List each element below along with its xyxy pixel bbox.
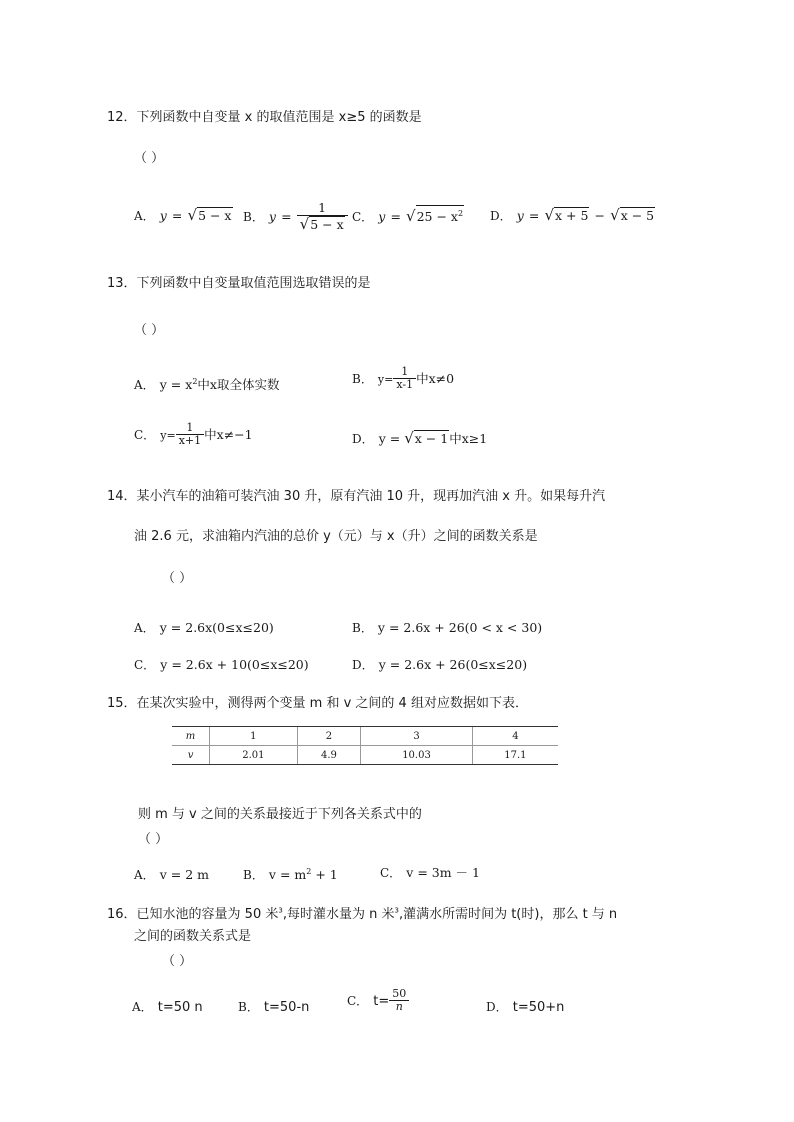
table-row-label-m: m [172, 727, 210, 746]
q12-a-radicand: 5 − x [198, 208, 232, 223]
q16-c-fraction [389, 988, 409, 1013]
q14-b-label: B． [352, 621, 373, 635]
q15-stem: 15．在某次实验中，测得两个变量 m 和 v 之间的 4 组对应数据如下表． [107, 696, 528, 711]
q15-a-text: v = 2 m [159, 867, 210, 882]
q13-d-pre: y = [378, 431, 405, 446]
q14-stem-line-1: 14．某小汽车的油箱可装汽油 30 升，原有汽油 10 升，现再加汽油 x 升。如果每升汽 [107, 489, 606, 504]
q14-d-text: y = 2.6x + 26(0≤x≤20) [378, 657, 528, 672]
q16-c-pre: t= [373, 994, 390, 1010]
q13-c-label: C． [134, 428, 156, 443]
q13-option-c [134, 422, 253, 447]
q12-d-minus: − [594, 208, 606, 223]
q16-b-text: t=50-n [263, 1000, 310, 1015]
q16-answer-paren: （ ） [162, 954, 193, 969]
q12-d-eq: = [528, 208, 540, 223]
q12-stem: 12．下列函数中自变量 x 的取值范围是 x≥5 的函数是 [107, 110, 422, 125]
q16-stem-part-2: ,每时灌水量为 n 米 [282, 907, 395, 922]
q13-b-label: B． [352, 372, 373, 387]
q12-b-fraction: $\frac{1}{√5 - x}$ [297, 201, 348, 232]
q14-option-d [352, 654, 527, 673]
q16-stem-sup-1: 3 [278, 906, 283, 915]
q13-d-label: D． [352, 432, 374, 446]
q12-answer-paren: （ ） [134, 151, 165, 166]
q14-stem-line-2: 油 2.6 元，求油箱内汽油的总价 y（元）与 x（升）之间的函数关系是 [134, 529, 538, 544]
q16-a-label: A． [132, 1000, 153, 1014]
q15-data-table [172, 726, 558, 765]
table-row-label-v: v [172, 746, 210, 765]
q15-option-a [134, 864, 209, 883]
q12-c-radicand: 25 − x [416, 209, 458, 225]
q12-d-label: D． [490, 209, 512, 223]
q12-b-eq: = [281, 209, 292, 225]
q12-c-eq: = [390, 209, 401, 225]
q12-a-label: A． [134, 209, 155, 223]
q15-b-exponent: 2 [306, 866, 312, 876]
q15-question: 则 m 与 v 之间的关系最接近于下列各关系式中的 [138, 807, 422, 822]
q12-d-radicand-1: x + 5 [555, 208, 589, 223]
q13-c-rest: 中x≠−1 [204, 427, 253, 443]
table-row [172, 727, 558, 746]
q13-b-numerator: 1 [393, 366, 416, 379]
q12-c-lhs: y [378, 209, 386, 225]
table-cell: 2 [297, 727, 361, 746]
q13-b-fraction [393, 366, 416, 391]
q14-c-text: y = 2.6x + 10(0≤x≤20) [160, 657, 309, 672]
q16-stem-part-3: ,灌满水所需时间为 t(时)，那么 t 与 n [398, 907, 618, 922]
q13-c-numerator: 1 [176, 422, 204, 435]
q12-option-b [243, 201, 348, 232]
q12-option-d: D． y = √x + 5 − √x − 5 [490, 206, 655, 224]
q14-option-c [134, 654, 309, 673]
q13-c-fraction [176, 422, 204, 447]
q12-b-radicand: 5 − x [310, 216, 344, 232]
q16-stem-line-1 [107, 903, 617, 922]
q12-b-lhs: y [268, 209, 276, 225]
table-cell: 2.01 [210, 746, 298, 765]
q12-c-sqrt: $√25 - x^2$ [406, 205, 464, 225]
q16-option-d [486, 996, 564, 1015]
q13-option-a [134, 374, 279, 393]
table-cell: 4 [472, 727, 558, 746]
q16-c-numerator: 50 [389, 988, 409, 1001]
q15-b-label: B． [243, 868, 264, 882]
q16-option-a [132, 996, 203, 1015]
q13-c-denominator: x+1 [178, 434, 202, 448]
table-cell: 4.9 [297, 746, 361, 765]
q13-a-rest: 中x取全体实数 [197, 377, 280, 392]
q12-d-lhs: y [516, 208, 524, 223]
q13-stem: 13．下列函数中自变量取值范围选取错误的是 [107, 276, 371, 291]
table-cell: 3 [361, 727, 473, 746]
q14-option-a [134, 617, 274, 636]
q14-d-label: D． [352, 658, 374, 672]
q12-c-label: C． [352, 210, 374, 225]
q16-option-c [347, 988, 409, 1013]
q13-b-pre: y= [377, 373, 394, 387]
q13-option-d: D． y = √x − 1中x≥1 [352, 429, 488, 447]
q15-c-label: C． [380, 866, 402, 880]
q12-c-exponent: 2 [457, 209, 464, 218]
q16-stem-part-1: 16．已知水池的容量为 50 米 [107, 907, 279, 922]
q15-b-rest: + 1 [311, 867, 338, 882]
q13-c-pre: y= [160, 429, 176, 443]
q13-b-rest: 中x≠0 [416, 371, 455, 387]
q15-option-b [243, 864, 338, 883]
q13-d-rest: 中x≥1 [449, 431, 488, 446]
q13-a-exponent: 2 [192, 376, 198, 386]
q12-a-sqrt: √5 − x [187, 206, 232, 224]
q12-b-numerator: 1 [297, 201, 348, 216]
table-cell: 1 [210, 727, 298, 746]
q15-answer-paren: （ ） [138, 832, 169, 847]
q14-c-label: C． [134, 658, 156, 672]
table-cell: 10.03 [361, 746, 473, 765]
q15-option-c [380, 862, 480, 881]
q14-answer-paren: （ ） [162, 571, 193, 586]
q13-d-radicand: x − 1 [414, 431, 449, 446]
table-row [172, 746, 558, 765]
q14-a-text: y = 2.6x(0≤x≤20) [159, 620, 274, 635]
q16-d-text: t=50+n [512, 1000, 565, 1015]
q16-stem-line-2: 之间的函数关系式是 [134, 929, 252, 944]
q13-b-denominator: x-1 [396, 378, 414, 392]
q16-d-label: D． [486, 1000, 508, 1014]
q15-c-text: v = 3m － 1 [406, 865, 480, 880]
q14-b-text: y = 2.6x + 26(0 < x < 30) [377, 620, 543, 635]
q16-c-denominator: n [395, 1000, 403, 1014]
table-cell: 17.1 [472, 746, 558, 765]
q14-a-label: A． [134, 621, 155, 635]
q16-c-label: C． [347, 994, 369, 1009]
q12-option-a [134, 205, 233, 224]
q13-a-label: A． [134, 378, 155, 392]
q12-b-label: B． [243, 210, 264, 225]
q12-option-c [352, 205, 464, 225]
q16-option-b [238, 996, 309, 1015]
q12-d-radicand-2: x − 5 [620, 208, 655, 223]
q15-a-label: A． [134, 868, 155, 882]
q16-b-label: B． [238, 1000, 259, 1014]
q12-a-eq: = [171, 208, 183, 223]
q12-a-lhs: y [159, 208, 167, 223]
q15-b-text: v = m [268, 867, 307, 882]
q13-answer-paren: （ ） [134, 323, 165, 338]
q14-option-b [352, 617, 542, 636]
q13-option-b [352, 366, 454, 391]
q16-stem-sup-2: 3 [394, 906, 399, 915]
q16-a-text: t=50 n [157, 1000, 203, 1015]
q13-a-text: y = x [159, 377, 193, 392]
